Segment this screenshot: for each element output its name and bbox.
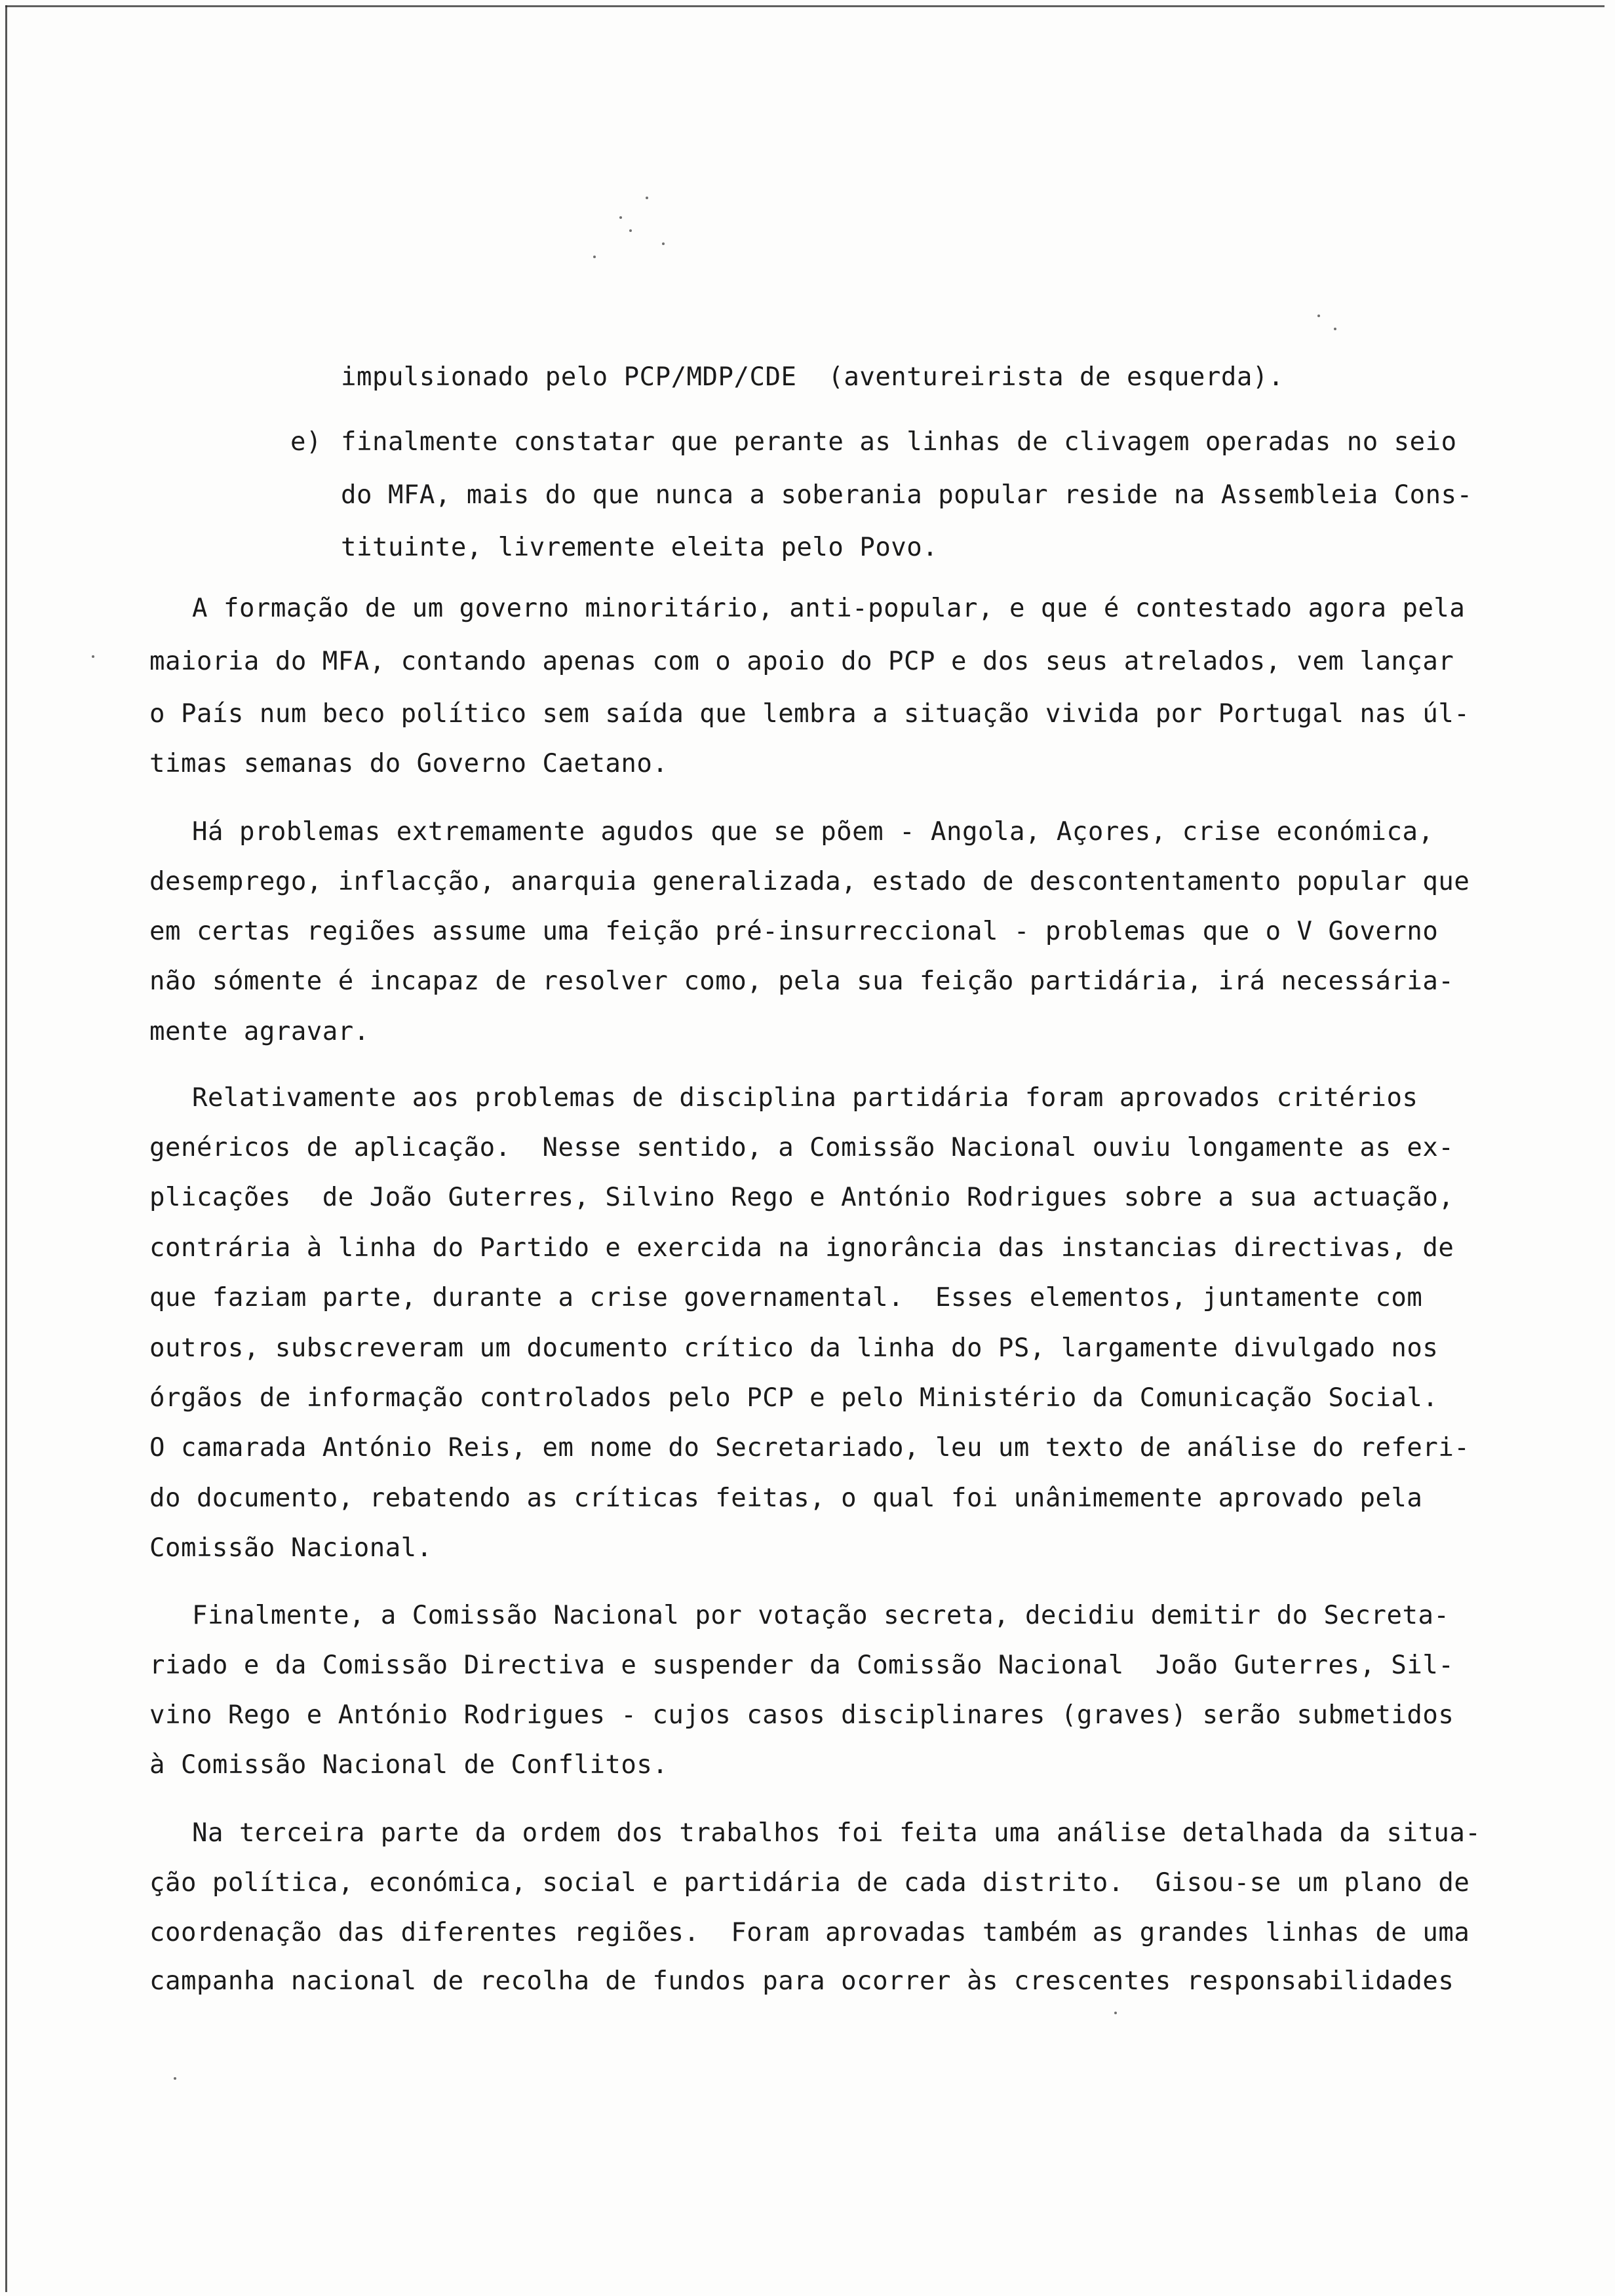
paragraph-line: Há problemas extremamente agudos que se põem - Angola, Açores, crise económica, — [192, 817, 1434, 847]
paragraph-line: plicações de João Guterres, Silvino Rego e António Rodrigues sobre a sua actuação, — [149, 1183, 1454, 1212]
scan-speck — [1334, 328, 1336, 330]
paragraph-line: riado e da Comissão Directiva e suspender da Comissão Nacional João Guterres, Sil- — [149, 1651, 1454, 1680]
paragraph-line: mente agravar. — [149, 1017, 370, 1046]
paragraph-line: vino Rego e António Rodrigues - cujos casos disciplinares (graves) serão submetidos — [149, 1700, 1454, 1730]
scan-speck — [92, 655, 94, 658]
paragraph-line: o País num beco político sem saída que lembra a situação vivida por Portugal nas úl- — [149, 699, 1470, 729]
paragraph-line: Comissão Nacional. — [149, 1533, 433, 1563]
paragraph-line: que faziam parte, durante a crise governamental. Esses elementos, juntamente com — [149, 1283, 1423, 1312]
paragraph-line: desemprego, inflacção, anarquia generalizada, estado de descontentamento popular que — [149, 867, 1470, 896]
list-item-e-line: finalmente constatar que perante as linhas de clivagem operadas no seio — [341, 427, 1457, 457]
scan-speck — [629, 229, 632, 232]
scan-speck — [662, 242, 665, 245]
paragraph-line: campanha nacional de recolha de fundos para ocorrer às crescentes responsabilidades — [149, 1966, 1454, 1996]
list-item-e-line: tituinte, livremente eleita pelo Povo. — [341, 533, 939, 562]
paragraph-line: A formação de um governo minoritário, anti-popular, e que é contestado agora pela — [192, 594, 1466, 623]
scan-speck — [619, 216, 622, 219]
paragraph-line: maioria do MFA, contando apenas com o apoio do PCP e dos seus atrelados, vem lançar — [149, 647, 1454, 676]
paragraph-line: Finalmente, a Comissão Nacional por votação secreta, decidiu demitir do Secreta- — [192, 1601, 1450, 1630]
scan-border-top — [5, 5, 1605, 7]
paragraph-line: não sómente é incapaz de resolver como, pela sua feição partidária, irá necessária- — [149, 966, 1454, 996]
paragraph-line: ção política, económica, social e partidária de cada distrito. Gisou-se um plano de — [149, 1868, 1470, 1898]
scan-speck — [646, 197, 648, 199]
scan-speck — [1317, 315, 1320, 317]
list-item-marker: e) — [290, 427, 322, 457]
intro-line: impulsionado pelo PCP/MDP/CDE (aventureirista de esquerda). — [341, 362, 1284, 392]
list-item-e-line: do MFA, mais do que nunca a soberania popular reside na Assembleia Cons- — [341, 480, 1473, 510]
scan-speck — [1114, 2012, 1117, 2014]
paragraph-line: O camarada António Reis, em nome do Secretariado, leu um texto de análise do referi- — [149, 1433, 1470, 1463]
paragraph-line: contrária à linha do Partido e exercida na ignorância das instancias directivas, de — [149, 1233, 1454, 1263]
paragraph-line: do documento, rebatendo as críticas feitas, o qual foi unânimemente aprovado pela — [149, 1483, 1423, 1513]
paragraph-line: Na terceira parte da ordem dos trabalhos foi feita uma análise detalhada da situa- — [192, 1818, 1481, 1848]
paragraph-line: órgãos de informação controlados pelo PCP e pelo Ministério da Comunicação Social. — [149, 1383, 1439, 1413]
paragraph-line: timas semanas do Governo Caetano. — [149, 749, 669, 778]
scan-border-left — [5, 5, 7, 2292]
paragraph-line: à Comissão Nacional de Conflitos. — [149, 1750, 669, 1780]
paragraph-line: outros, subscreveram um documento crítico da linha do PS, largamente divulgado nos — [149, 1333, 1439, 1363]
paragraph-line: genéricos de aplicação. Nesse sentido, a Comissão Nacional ouviu longamente as ex- — [149, 1133, 1454, 1162]
scan-speck — [593, 256, 596, 258]
scan-speck — [174, 2077, 176, 2080]
paragraph-line: em certas regiões assume uma feição pré-insurreccional - problemas que o V Governo — [149, 917, 1439, 946]
paragraph-line: coordenação das diferentes regiões. Foram aprovadas também as grandes linhas de uma — [149, 1918, 1470, 1947]
paragraph-line: Relativamente aos problemas de disciplina partidária foram aprovados critérios — [192, 1083, 1418, 1113]
